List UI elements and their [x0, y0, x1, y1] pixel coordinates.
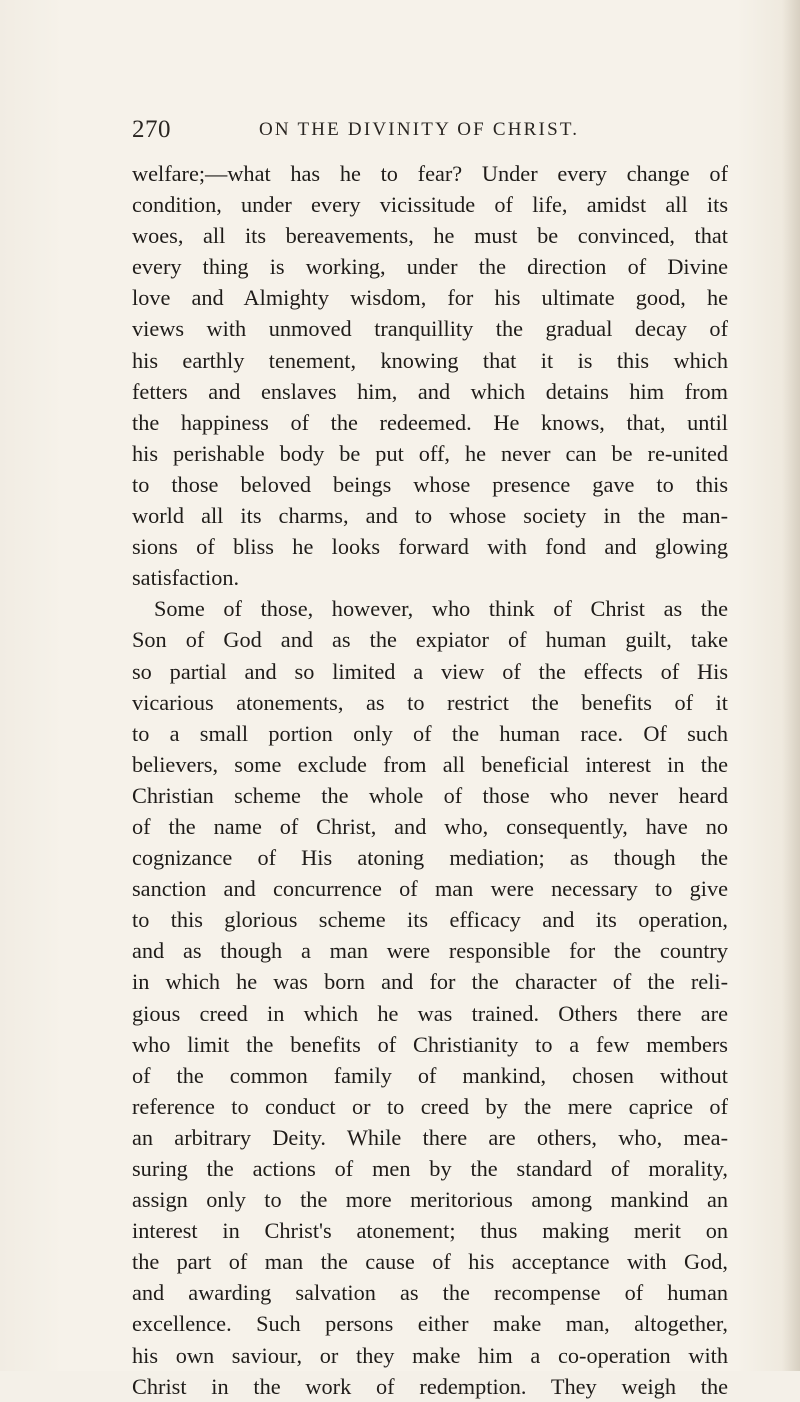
text-line: to a small portion only of the human race. Of such: [132, 720, 728, 746]
text-line: love and Almighty wisdom, for his ultimate good, he: [132, 285, 728, 311]
text-line: interest in Christ's atonement; thus making merit on: [132, 1218, 728, 1244]
running-title: ON THE DIVINITY OF CHRIST.: [259, 119, 580, 140]
page-header: [132, 116, 728, 146]
text-line: to this glorious scheme its efficacy and its operation,: [132, 907, 728, 933]
text-line: sions of bliss he looks forward with fond and glowing: [132, 534, 728, 560]
text-line: to those beloved beings whose presence gave to this: [132, 471, 728, 497]
text-line: his perishable body be put off, he never can be re-united: [132, 440, 728, 466]
text-line: woes, all its bereavements, he must be convinced, that: [132, 223, 728, 249]
text-line: vicarious atonements, as to restrict the benefits of it: [132, 689, 728, 715]
text-line: of the name of Christ, and who, consequently, have no: [132, 813, 728, 839]
text-line: assign only to the more meritorious among mankind an: [132, 1187, 728, 1213]
text-line: satisfaction.: [132, 565, 240, 591]
text-line: reference to conduct or to creed by the mere caprice of: [132, 1093, 728, 1119]
text-line: so partial and so limited a view of the effects of His: [132, 658, 728, 684]
text-line: condition, under every vicissitude of life, amidst all its: [132, 192, 728, 218]
page-edge-shadow: [782, 0, 800, 1371]
paragraph-first-line: Some of those, however, who think of Christ as the: [154, 596, 728, 622]
text-line: in which he was born and for the character of the reli-: [132, 969, 728, 995]
text-line: and as though a man were responsible for the country: [132, 938, 728, 964]
text-line: world all its charms, and to whose society in the man-: [132, 503, 728, 529]
text-line: welfare;—what has he to fear? Under every change of: [132, 161, 728, 186]
text-line: who limit the benefits of Christianity to a few members: [132, 1031, 728, 1057]
text-line: every thing is working, under the direction of Divine: [132, 254, 728, 280]
text-line: Christ in the work of redemption. They weigh the: [132, 1373, 728, 1399]
text-line: suring the actions of men by the standard of morality,: [132, 1156, 728, 1181]
text-line: his earthly tenement, knowing that it is this which: [132, 347, 728, 373]
text-line: an arbitrary Deity. While there are others, who, mea-: [132, 1124, 728, 1150]
text-line: the happiness of the redeemed. He knows, that, until: [132, 409, 728, 435]
text-line: gious creed in which he was trained. Others there are: [132, 1000, 728, 1026]
text-line: Son of God and as the expiator of human guilt, take: [132, 627, 728, 653]
text-line: believers, some exclude from all beneficial interest in the: [132, 751, 728, 777]
body-text: [132, 158, 728, 1402]
text-line: and awarding salvation as the recompense of human: [132, 1280, 728, 1306]
text-line: the part of man the cause of his acceptance with God,: [132, 1249, 728, 1275]
text-line: his own saviour, or they make him a co-operation with: [132, 1342, 728, 1368]
text-line: sanction and concurrence of man were necessary to give: [132, 876, 728, 902]
text-line: excellence. Such persons either make man, altogether,: [132, 1311, 728, 1337]
text-line: fetters and enslaves him, and which detains him from: [132, 378, 728, 404]
page-number: 270: [132, 116, 171, 143]
text-line: of the common family of mankind, chosen without: [132, 1062, 728, 1088]
text-line: cognizance of His atoning mediation; as though the: [132, 845, 728, 871]
text-line: views with unmoved tranquillity the gradual decay of: [132, 316, 728, 342]
text-line: Christian scheme the whole of those who never heard: [132, 782, 728, 808]
